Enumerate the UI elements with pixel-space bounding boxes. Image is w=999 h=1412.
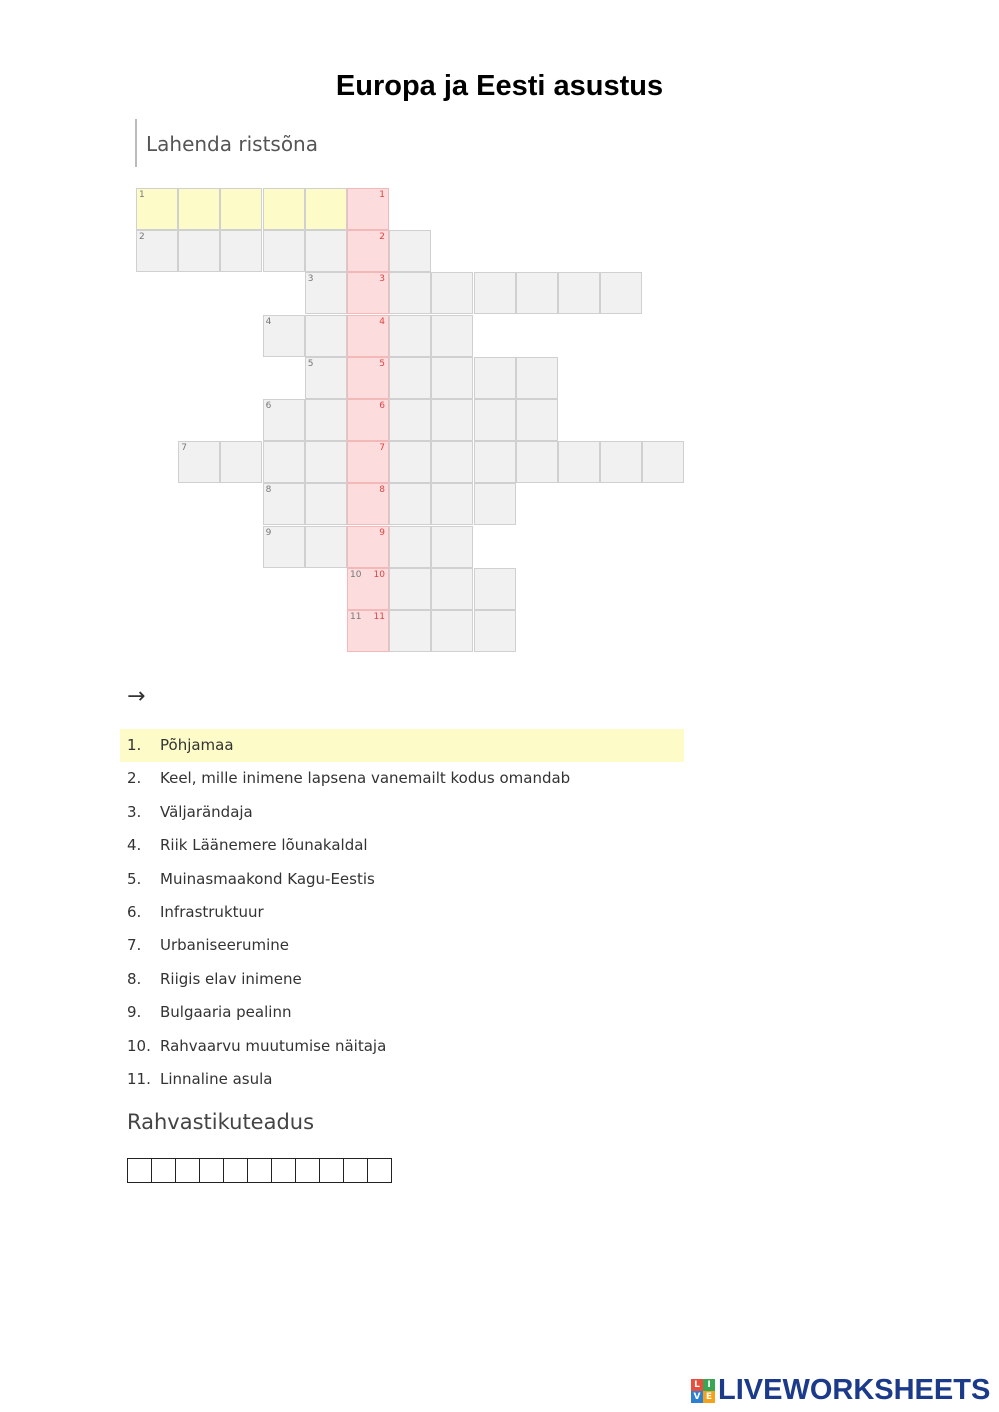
clue-item-text: Väljarändaja <box>160 802 253 821</box>
clue-number: 10 <box>350 569 362 580</box>
clue-item[interactable] <box>120 963 684 996</box>
clue-item[interactable] <box>120 729 684 762</box>
crossword-cell[interactable] <box>558 441 600 483</box>
crossword-cell[interactable] <box>305 357 347 399</box>
crossword-cell[interactable] <box>389 399 431 441</box>
clue-number: 9 <box>265 527 272 538</box>
clue-item-text: Infrastruktuur <box>160 903 264 921</box>
crossword-cell[interactable] <box>263 188 305 230</box>
liveworksheets-logo-icon <box>691 1379 715 1403</box>
crossword-cell[interactable] <box>305 399 347 441</box>
clue-number: 5 <box>307 358 314 369</box>
clue-item[interactable] <box>120 929 684 962</box>
clue-number: 11 <box>350 612 362 622</box>
crossword-cell[interactable] <box>516 399 558 441</box>
crossword-cell[interactable] <box>305 526 347 568</box>
crossword-cell[interactable] <box>474 399 516 441</box>
key-number: 10 <box>373 569 385 580</box>
crossword-cell[interactable] <box>178 441 220 483</box>
clue-number: 8 <box>265 485 272 496</box>
clue-item-number: 4. <box>127 836 142 855</box>
clue-number: 3 <box>307 274 314 285</box>
clue-item-text: Linnaline asula <box>160 1070 273 1088</box>
key-cell[interactable] <box>347 188 389 230</box>
answer-box[interactable] <box>295 1158 320 1183</box>
clue-item[interactable] <box>120 762 684 795</box>
crossword-cell[interactable] <box>431 399 473 441</box>
clue-item-text: Muinasmaakond Kagu-Eestis <box>160 869 375 888</box>
crossword-cell[interactable] <box>431 483 473 525</box>
hidden-word-label: Rahvastikuteadus <box>127 1110 315 1134</box>
clue-item[interactable] <box>120 1063 684 1096</box>
crossword-cell[interactable] <box>263 399 305 441</box>
key-number: 5 <box>379 358 385 369</box>
crossword-heading: Lahenda ristsõna <box>135 119 318 167</box>
crossword-cell[interactable] <box>516 357 558 399</box>
crossword-cell[interactable] <box>600 441 642 483</box>
answer-box[interactable] <box>127 1158 152 1183</box>
answer-box[interactable] <box>319 1158 344 1183</box>
key-number: 3 <box>379 274 385 285</box>
crossword-cell[interactable] <box>431 526 473 568</box>
crossword-cell[interactable] <box>474 272 516 314</box>
answer-box[interactable] <box>223 1158 248 1183</box>
crossword-cell[interactable] <box>516 272 558 314</box>
crossword-cell[interactable] <box>516 441 558 483</box>
clue-item-number: 10. <box>127 1036 151 1055</box>
crossword-cell[interactable] <box>305 230 347 272</box>
logo-letter: L <box>691 1379 703 1391</box>
key-number: 7 <box>379 443 385 454</box>
crossword-cell[interactable] <box>642 441 684 483</box>
clue-item-text: Urbaniseerumine <box>160 936 289 955</box>
clue-item-number: 9. <box>127 1003 142 1022</box>
answer-box[interactable] <box>247 1158 272 1183</box>
answer-box[interactable] <box>271 1158 296 1183</box>
crossword-cell[interactable] <box>305 188 347 230</box>
clue-item-number: 3. <box>127 802 142 821</box>
key-number: 1 <box>379 190 385 200</box>
clue-item-text: Põhjamaa <box>160 736 234 754</box>
crossword-cell[interactable] <box>389 483 431 525</box>
crossword-cell[interactable] <box>220 230 262 272</box>
clue-item-number: 5. <box>127 869 142 888</box>
crossword-cell[interactable] <box>305 315 347 357</box>
clue-number: 7 <box>181 443 187 454</box>
crossword-cell[interactable] <box>474 568 516 610</box>
key-number: 2 <box>379 232 385 243</box>
key-cell[interactable] <box>347 399 389 441</box>
across-arrow-icon: → <box>127 684 146 709</box>
crossword-cell[interactable] <box>431 441 473 483</box>
clue-item-number: 6. <box>127 903 142 921</box>
crossword-cell[interactable] <box>178 188 220 230</box>
crossword-grid <box>0 0 999 700</box>
clue-item-number: 7. <box>127 936 142 955</box>
clue-item-text: Riik Läänemere lõunakaldal <box>160 836 368 855</box>
crossword-cell[interactable] <box>220 188 262 230</box>
crossword-cell[interactable] <box>431 315 473 357</box>
crossword-cell[interactable] <box>389 272 431 314</box>
crossword-cell[interactable] <box>600 272 642 314</box>
clue-item-number: 11. <box>127 1070 151 1088</box>
crossword-cell[interactable] <box>220 441 262 483</box>
key-number: 9 <box>379 527 385 538</box>
crossword-cell[interactable] <box>136 230 178 272</box>
clue-item[interactable] <box>120 1030 684 1063</box>
crossword-cell[interactable] <box>474 483 516 525</box>
crossword-cell[interactable] <box>431 272 473 314</box>
crossword-cell[interactable] <box>305 441 347 483</box>
clue-item-number: 1. <box>127 736 142 754</box>
key-cell[interactable] <box>347 568 389 610</box>
clue-number: 2 <box>139 232 145 243</box>
crossword-cell[interactable] <box>389 610 431 652</box>
answer-box[interactable] <box>367 1158 392 1183</box>
clue-number: 4 <box>265 316 272 327</box>
crossword-cell[interactable] <box>263 441 305 483</box>
crossword-cell[interactable] <box>431 357 473 399</box>
crossword-cell[interactable] <box>389 441 431 483</box>
clue-item[interactable] <box>120 796 684 829</box>
crossword-cell[interactable] <box>389 230 431 272</box>
clue-number: 1 <box>139 190 145 200</box>
clue-item[interactable] <box>120 996 684 1029</box>
clue-item-text: Keel, mille inimene lapsena vanemailt kodus omandab <box>160 769 571 788</box>
crossword-cell[interactable] <box>389 526 431 568</box>
key-cell[interactable] <box>347 230 389 272</box>
key-cell[interactable] <box>347 357 389 399</box>
answer-box[interactable] <box>175 1158 200 1183</box>
crossword-cell[interactable] <box>263 315 305 357</box>
crossword-cell[interactable] <box>474 357 516 399</box>
page-title: Europa ja Eesti asustus <box>335 70 664 102</box>
logo-letter: E <box>703 1391 715 1403</box>
logo-letter: V <box>691 1391 703 1403</box>
clue-item-text: Riigis elav inimene <box>160 969 302 988</box>
key-cell[interactable] <box>347 441 389 483</box>
answer-box[interactable] <box>151 1158 176 1183</box>
clue-item-text: Rahvaarvu muutumise näitaja <box>160 1036 387 1055</box>
key-number: 6 <box>379 401 385 411</box>
key-number: 4 <box>379 316 385 327</box>
crossword-cell[interactable] <box>431 568 473 610</box>
brand-name: LIVEWORKSHEETS <box>718 1374 991 1406</box>
logo-letter: I <box>703 1379 715 1391</box>
key-cell[interactable] <box>347 610 389 652</box>
crossword-cell[interactable] <box>305 272 347 314</box>
crossword-cell[interactable] <box>474 441 516 483</box>
answer-box[interactable] <box>343 1158 368 1183</box>
hidden-word-boxes <box>127 1158 391 1183</box>
brand-logo <box>691 1374 990 1407</box>
crossword-cell[interactable] <box>431 610 473 652</box>
clue-item-text: Bulgaaria pealinn <box>160 1003 292 1022</box>
key-cell[interactable] <box>347 272 389 314</box>
clue-item[interactable] <box>120 829 684 862</box>
crossword-cell[interactable] <box>558 272 600 314</box>
crossword-cell[interactable] <box>305 483 347 525</box>
key-cell[interactable] <box>347 483 389 525</box>
crossword-cell[interactable] <box>136 188 178 230</box>
crossword-cell[interactable] <box>263 526 305 568</box>
key-cell[interactable] <box>347 315 389 357</box>
crossword-cell[interactable] <box>178 230 220 272</box>
clue-item-number: 2. <box>127 769 142 788</box>
clue-number: 6 <box>265 401 272 411</box>
key-cell[interactable] <box>347 526 389 568</box>
crossword-cell[interactable] <box>389 315 431 357</box>
clue-item-number: 8. <box>127 969 142 988</box>
crossword-cell[interactable] <box>389 568 431 610</box>
crossword-cell[interactable] <box>263 230 305 272</box>
clue-item[interactable] <box>120 896 684 929</box>
crossword-cell[interactable] <box>389 357 431 399</box>
key-number: 11 <box>373 612 385 622</box>
clue-item[interactable] <box>120 863 684 896</box>
crossword-cell[interactable] <box>474 610 516 652</box>
answer-box[interactable] <box>199 1158 224 1183</box>
key-number: 8 <box>379 485 385 496</box>
crossword-cell[interactable] <box>263 483 305 525</box>
